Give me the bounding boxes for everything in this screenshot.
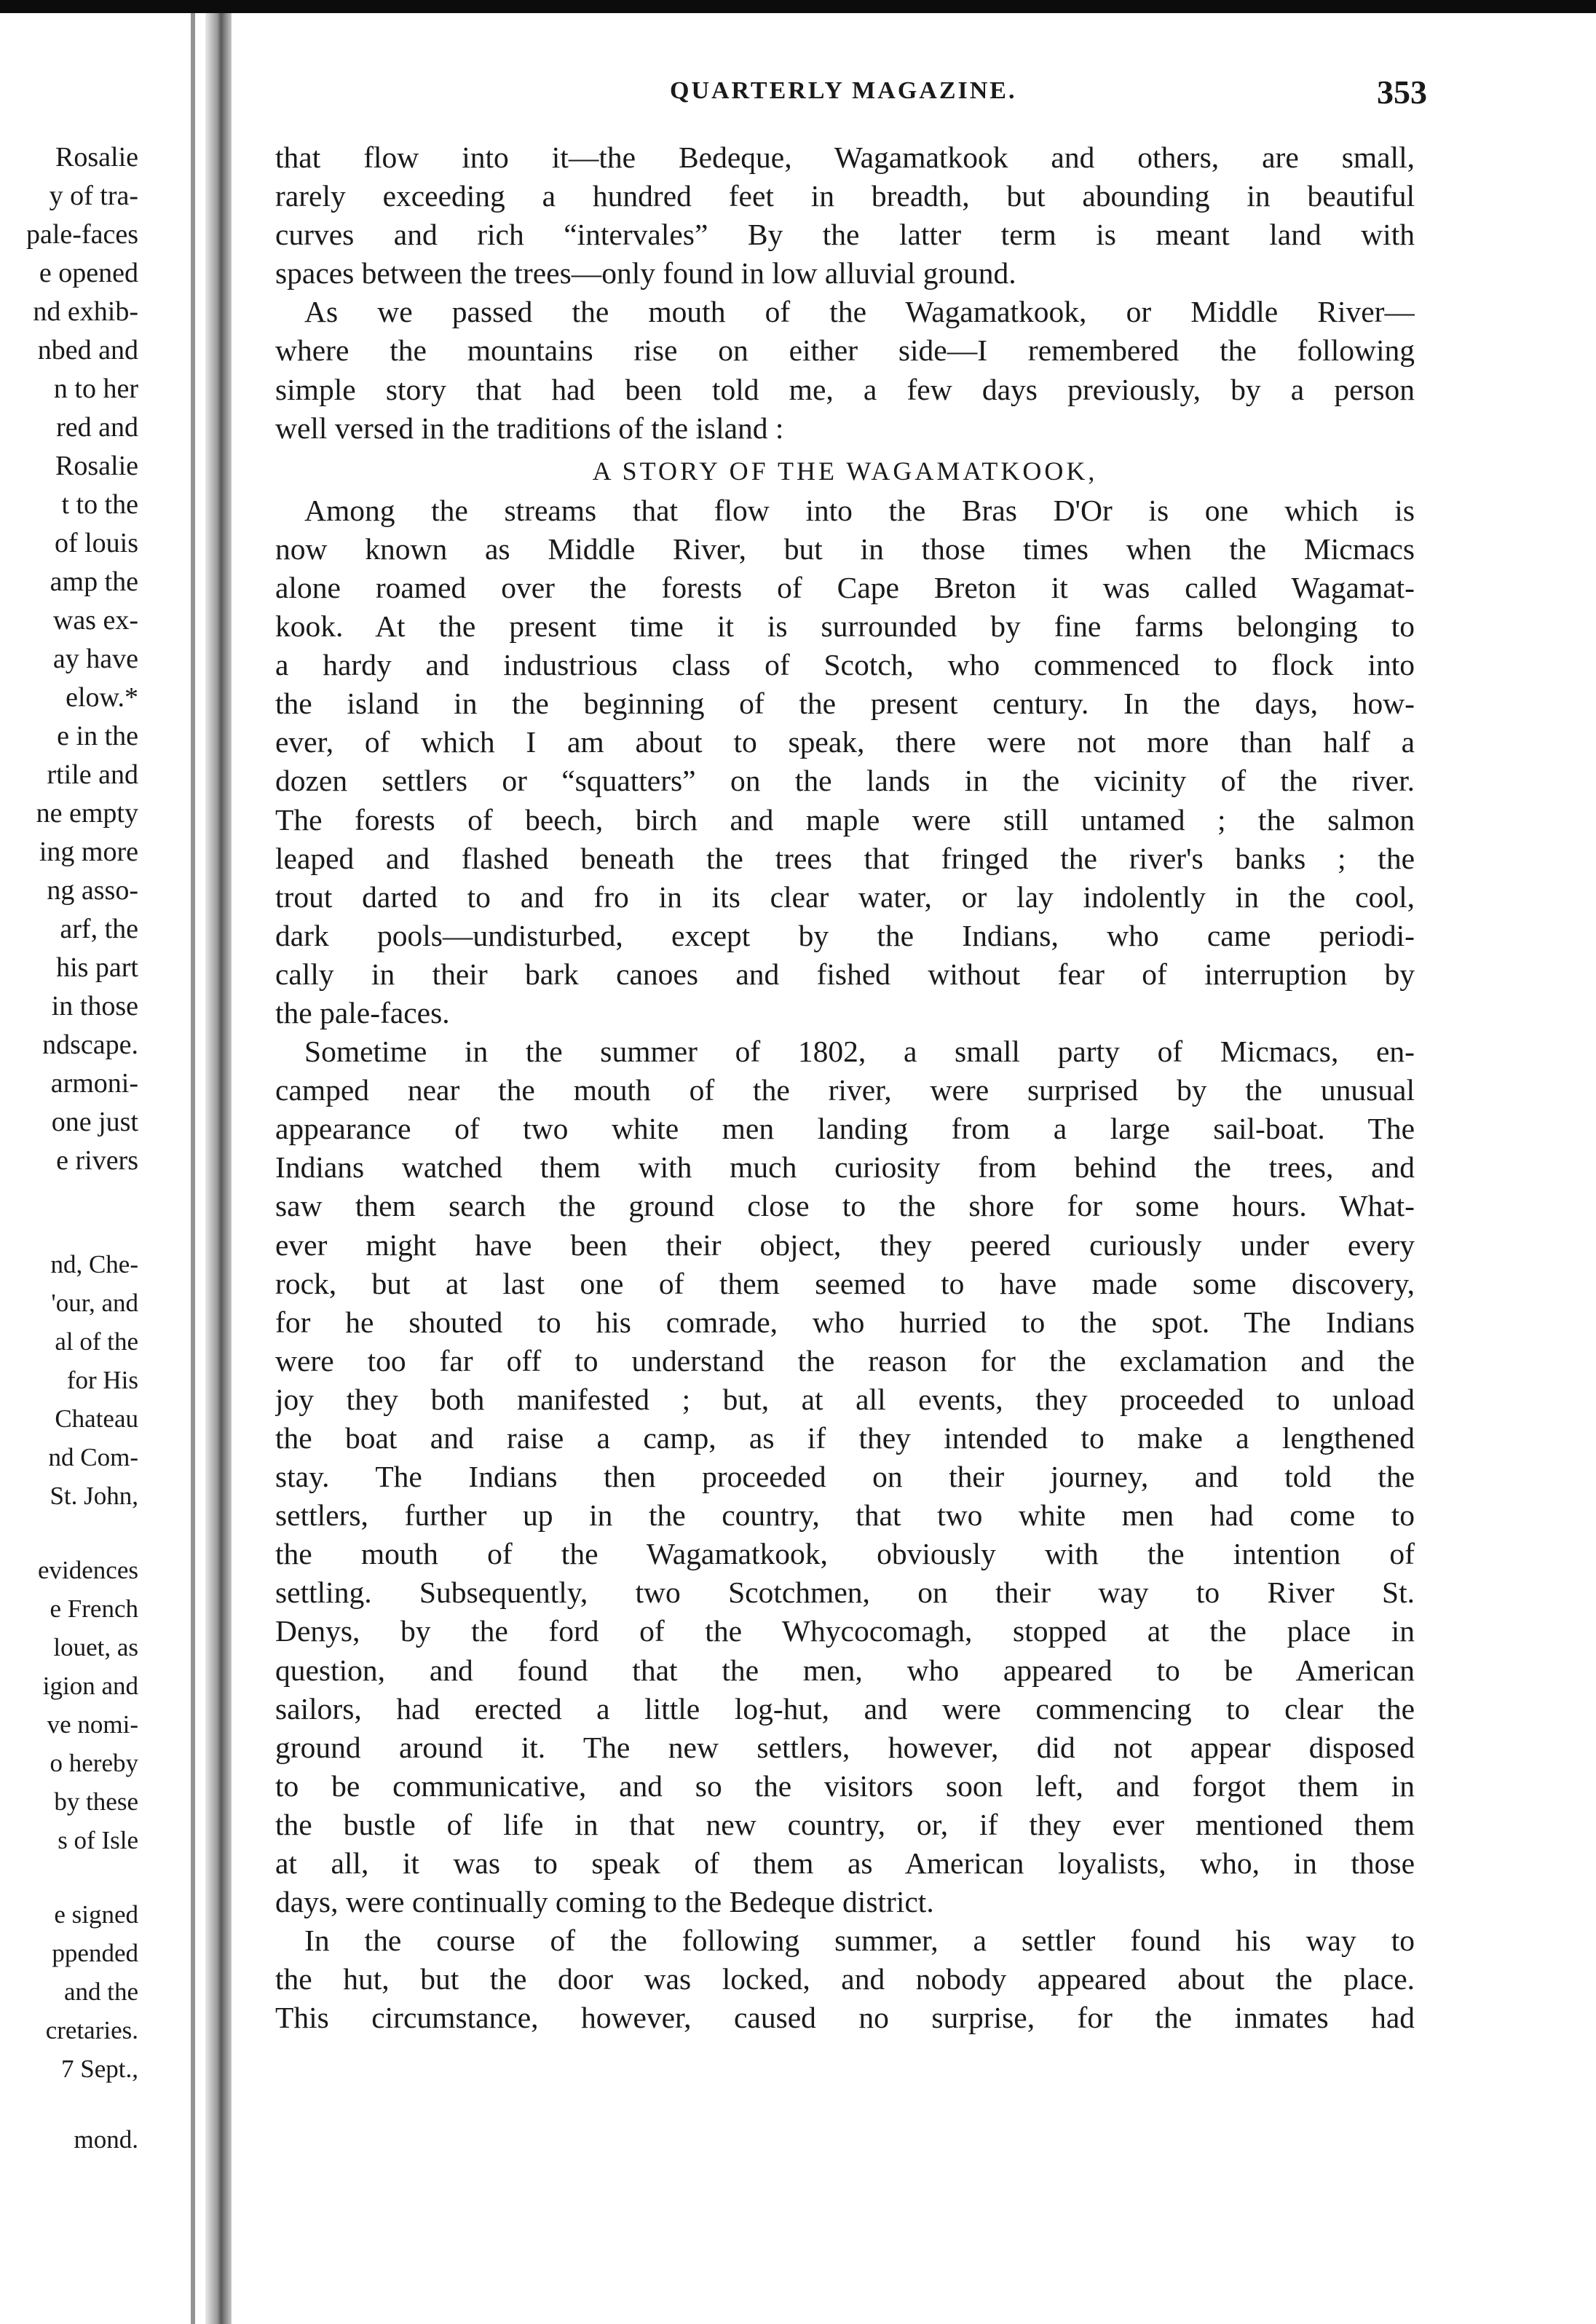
text-line: rarely exceeding a hundred feet in breadth, but abounding in beautiful: [275, 179, 1415, 213]
running-head: [277, 73, 1427, 116]
left-page-fragment: his part: [56, 952, 138, 983]
text-line: for he shouted to his comrade, who hurried to the spot. The Indians: [275, 1305, 1415, 1339]
left-page-fragment: and the: [63, 1977, 138, 2006]
left-page-fragment: ay have: [52, 644, 138, 674]
text-line: saw them search the ground close to the shore for some hours. What-: [275, 1189, 1415, 1223]
text-line: now known as Middle River, but in those times when the Micmacs: [275, 531, 1415, 566]
text-line: joy they both manifested ; but, at all events, they proceeded to unload: [275, 1382, 1415, 1416]
text-line: settling. Subsequently, two Scotchmen, on their way to River St.: [275, 1576, 1415, 1610]
left-page-fragment: was ex-: [52, 605, 138, 636]
text-line: the mouth of the Wagamatkook, obviously with the intention of: [275, 1537, 1415, 1571]
text-line: As we passed the mouth of the Wagamatkook, or Middle River—: [304, 295, 1415, 329]
left-page-fragment: rtile and: [47, 759, 138, 790]
paragraph-streams: [275, 491, 1415, 1032]
text-line: well versed in the traditions of the island :: [275, 411, 784, 445]
text-line: the boat and raise a camp, as if they intended to make a lengthened: [275, 1421, 1415, 1455]
text-line: Sometime in the summer of 1802, a small party of Micmacs, en-: [304, 1035, 1415, 1069]
text-line: In the course of the following summer, a settler found his way to: [304, 1924, 1415, 1958]
paragraph-mouth-of-river: [275, 293, 1415, 447]
top-scan-edge: [0, 0, 1596, 13]
left-page-fragment: n to her: [53, 374, 138, 404]
left-page-fragment: evidences: [38, 1556, 138, 1584]
left-page-fragment: mond.: [74, 2125, 138, 2154]
left-page-fragment: 'our, and: [51, 1289, 138, 1317]
book-gutter: [205, 13, 232, 2324]
left-page-fragment: igion and: [42, 1672, 138, 1700]
text-line: at all, it was to speak of them as American loyalists, who, in those: [275, 1846, 1415, 1881]
paragraph-following-summer: [275, 1921, 1415, 2037]
left-page-fragment: e French: [50, 1594, 138, 1623]
text-line: camped near the mouth of the river, were surprised by the unusual: [275, 1073, 1415, 1107]
text-line: This circumstance, however, caused no surprise, for the inmates had: [275, 2001, 1415, 2035]
text-line: leaped and flashed beneath the trees that fringed the river's banks ; the: [275, 841, 1415, 875]
left-page-fragment: nd Com-: [48, 1443, 138, 1471]
text-line: the island in the beginning of the present century. In the days, how-: [275, 687, 1415, 721]
left-page-fragment: nd exhib-: [33, 296, 138, 327]
left-page-fragment: ne empty: [36, 798, 138, 829]
text-line: rock, but at last one of them seemed to have made some discovery,: [275, 1266, 1415, 1300]
left-page-fragment: e signed: [54, 1900, 138, 1929]
text-line: stay. The Indians then proceeded on their journey, and told the: [275, 1460, 1415, 1494]
text-line: dark pools—undisturbed, except by the Indians, who came periodi-: [275, 918, 1415, 952]
text-line: where the mountains rise on either side—I remembered the following: [275, 333, 1415, 368]
left-page-fragment: louet, as: [53, 1633, 138, 1661]
left-page-fragment: ppended: [52, 1939, 138, 1967]
left-page-fragment: one just: [51, 1107, 138, 1137]
left-page-fragment: red and: [56, 412, 138, 443]
text-line: a hardy and industrious class of Scotch, who commenced to flock into: [275, 648, 1415, 682]
left-page-fragment: cretaries.: [45, 2016, 138, 2044]
left-page-fragment: amp the: [50, 566, 138, 597]
left-page-fragment: Rosalie: [55, 451, 138, 481]
running-head-title: QUARTERLY MAGAZINE.: [670, 77, 1017, 104]
paragraph-intro: [275, 138, 1415, 293]
page-body: [275, 138, 1415, 2038]
text-line: to be communicative, and so the visitors soon left, and forgot them in: [275, 1768, 1415, 1803]
story-title: A STORY OF THE WAGAMATKOOK,: [592, 456, 1098, 486]
left-page-fragment: nd, Che-: [50, 1250, 138, 1278]
left-page-fragment: elow.*: [66, 682, 138, 713]
left-page-fragment: St. John,: [50, 1482, 138, 1510]
text-line: The forests of beech, birch and maple were still untamed ; the salmon: [275, 802, 1415, 837]
text-line: sailors, had erected a little log-hut, and were commencing to clear the: [275, 1691, 1415, 1726]
text-line: Indians watched them with much curiosity from behind the trees, and: [275, 1150, 1415, 1185]
left-page-fragment: ing more: [39, 837, 138, 867]
text-line: cally in their bark canoes and fished without fear of interruption by: [275, 957, 1415, 991]
left-page-fragment: Chateau: [55, 1404, 138, 1433]
text-line: Among the streams that flow into the Bras D'Or is one which is: [304, 493, 1415, 527]
text-line: appearance of two white men landing from a large sail-boat. The: [275, 1112, 1415, 1146]
text-line: dozen settlers or “squatters” on the lands in the vicinity of the river.: [275, 764, 1415, 798]
text-line: question, and found that the men, who appeared to be American: [275, 1653, 1415, 1687]
text-line: Denys, by the ford of the Whycocomagh, stopped at the place in: [275, 1614, 1415, 1648]
left-page-fragment: y of tra-: [49, 181, 138, 211]
gutter-shadow-line: [191, 13, 195, 2324]
left-page-fragment: e in the: [57, 721, 138, 751]
text-line: spaces between the trees—only found in low alluvial ground.: [275, 256, 1016, 290]
text-line: trout darted to and fro in its clear water, or lay indolently in the cool,: [275, 880, 1415, 914]
left-page-fragment: of louis: [54, 528, 138, 558]
left-page-fragment: s of Isle: [58, 1826, 138, 1854]
left-page-fragment: ng asso-: [47, 875, 138, 906]
paragraph-summer-1802: [275, 1032, 1415, 1921]
left-page-fragment: Rosalie: [55, 142, 138, 173]
text-line: settlers, further up in the country, that two white men had come to: [275, 1498, 1415, 1533]
left-page-fragment: by these: [54, 1787, 138, 1816]
left-page-fragment: pale-faces: [26, 219, 138, 250]
left-page-fragment: 7 Sept.,: [61, 2055, 138, 2083]
left-page-fragment: arf, the: [60, 914, 138, 944]
text-line: that flow into it—the Bedeque, Wagamatkook and others, are small,: [275, 141, 1415, 174]
left-page-fragment: ndscape.: [42, 1029, 138, 1060]
text-line: alone roamed over the forests of Cape Breton it was called Wagamat-: [275, 570, 1415, 604]
left-page-fragment: in those: [51, 991, 138, 1021]
text-line: ever might have been their object, they peered curiously under every: [275, 1228, 1415, 1262]
left-page-fragment: o hereby: [50, 1749, 138, 1777]
left-page-fragment: al of the: [55, 1327, 138, 1356]
left-page-fragment: armoni-: [50, 1068, 138, 1099]
text-line: simple story that had been told me, a few days previously, by a person: [275, 372, 1415, 406]
left-page-fragment: t to the: [61, 489, 138, 520]
text-line: the pale-faces.: [275, 995, 450, 1029]
text-line: days, were continually coming to the Bedeque district.: [275, 1885, 934, 1919]
text-line: the hut, but the door was locked, and nobody appeared about the place.: [275, 1962, 1415, 1996]
text-line: curves and rich “intervales” By the latter term is meant land with: [275, 218, 1415, 252]
left-page-fragment: e opened: [39, 258, 138, 288]
left-page-fragment: e rivers: [56, 1145, 138, 1176]
page-number: 353: [1377, 74, 1427, 111]
text-line: kook. At the present time it is surrounded by fine farms belonging to: [275, 609, 1415, 644]
left-page-fragment: nbed and: [37, 335, 138, 365]
text-line: the bustle of life in that new country, or, if they ever mentioned them: [275, 1807, 1415, 1841]
left-page-fragment: for His: [66, 1366, 138, 1394]
text-line: ground around it. The new settlers, however, did not appear disposed: [275, 1730, 1415, 1764]
text-line: were too far off to understand the reason for the exclamation and the: [275, 1343, 1415, 1378]
left-page-fragment: ve nomi-: [47, 1710, 138, 1739]
text-line: ever, of which I am about to speak, there were not more than half a: [275, 725, 1415, 759]
